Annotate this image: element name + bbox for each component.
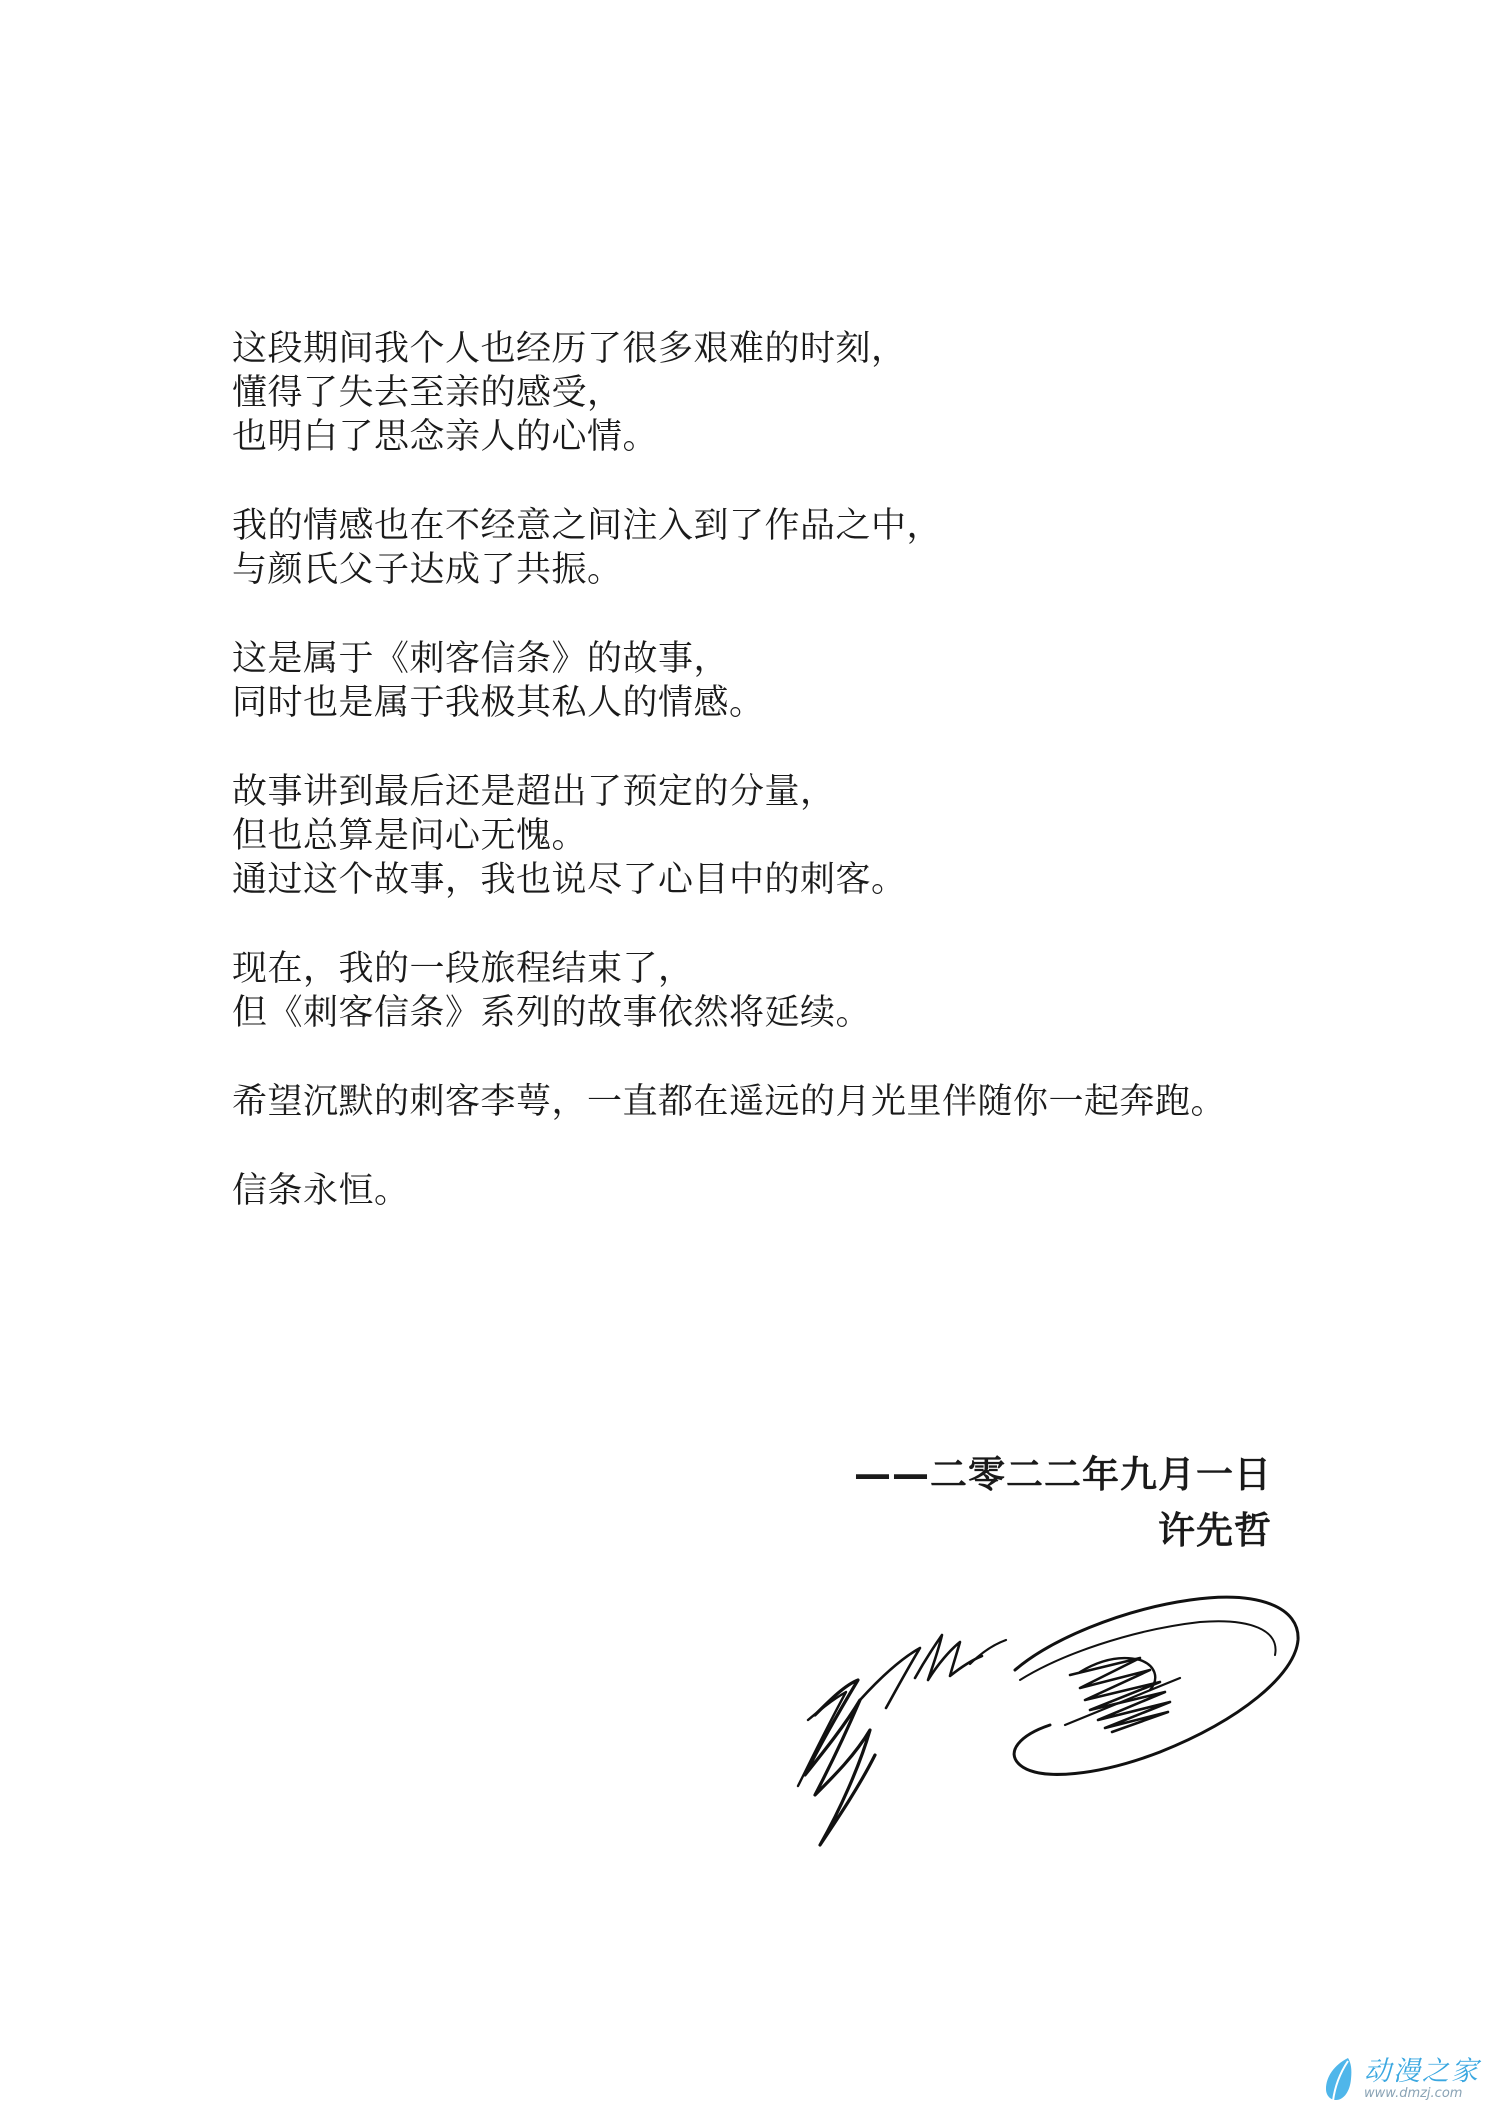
paragraph [232,504,1332,592]
paragraph [232,327,1332,459]
text-line: 故事讲到最后还是超出了预定的分量， [232,772,836,812]
watermark-url: www.dmzj.com [1364,2086,1463,2101]
text-line: 通过这个故事，我也说尽了心目中的刺客。 [232,860,907,900]
text-line: 但《刺客信条》系列的故事依然将延续。 [232,993,872,1033]
paragraph [232,770,1332,902]
author-name: 许先哲 [1158,1509,1272,1552]
date-line: ——二零二二年九月一日 [854,1453,1272,1496]
closing-block [854,1447,1272,1559]
handwritten-signature [720,1560,1320,1860]
text-line: 同时也是属于我极其私人的情感。 [232,683,765,723]
text-line: 这是属于《刺客信条》的故事， [232,639,730,679]
text-line: 这段期间我个人也经历了很多艰难的时刻， [232,329,907,369]
watermark-name: 动漫之家 [1364,2056,1480,2087]
text-line: 我的情感也在不经意之间注入到了作品之中， [232,506,943,546]
text-line: 与颜氏父子达成了共振。 [232,550,623,590]
text-line: 希望沉默的刺客李萼，一直都在遥远的月光里伴随你一起奔跑。 [232,1082,1227,1122]
text-line: 但也总算是问心无愧。 [232,816,588,856]
paragraph [232,947,1332,1035]
letter-body [232,327,1332,1258]
text-line: 也明白了思念亲人的心情。 [232,417,659,457]
paragraph [232,1080,1332,1124]
site-watermark [1318,2055,1480,2103]
feather-logo-icon [1318,2055,1358,2103]
paragraph [232,1169,1332,1213]
text-line: 信条永恒。 [232,1171,410,1211]
text-line: 懂得了失去至亲的感受， [232,373,623,413]
paragraph [232,637,1332,725]
text-line: 现在，我的一段旅程结束了， [232,949,694,989]
